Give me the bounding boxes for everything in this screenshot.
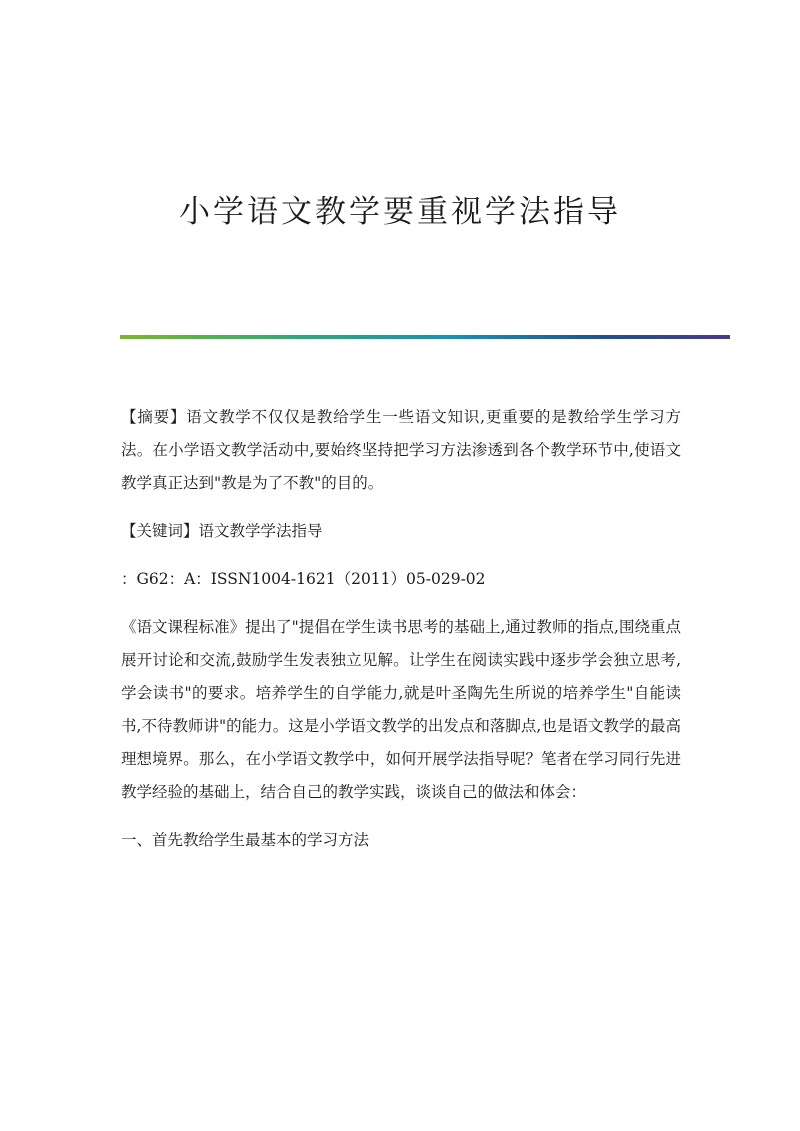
keywords-paragraph: 【关键词】语文教学学法指导 xyxy=(121,522,323,540)
abstract-paragraph: 【摘要】语文教学不仅仅是教给学生一些语文知识,更重要的是教给学生学习方法。在小学语文教学活动中,要始终坚持把学习方法渗透到各个教学环节中,使语文教学真正达到"教是为了不教"的目的。 xyxy=(121,408,681,492)
title-divider xyxy=(120,335,730,339)
document-title: 小学语文教学要重视学法指导 xyxy=(179,194,621,230)
section-heading-1: 一、首先教给学生最基本的学习方法 xyxy=(121,831,370,849)
document-body xyxy=(121,401,681,857)
intro-paragraph: 《语文课程标准》提出了"提倡在学生读书思考的基础上,通过教师的指点,围绕重点展开讨论和交流,鼓励学生发表独立见解。让学生在阅读实践中逐步学会独立思考,学会读书"的要求。培养学生的自学能力,就是叶圣陶先生所说的培养学生"自能读书,不待教师讲"的能力。这是小学语文教学的出发点和落脚点,也是语文教学的最高理想境界。那么，在小学语文教学中，如何开展学法指导呢？笔者在学习同行先进教学经验的基础上，结合自己的教学实践，谈谈自己的做法和体会： xyxy=(121,618,681,801)
classification-line: ：G62：A：ISSN1004-1621（2011）05-029-02 xyxy=(121,570,486,588)
